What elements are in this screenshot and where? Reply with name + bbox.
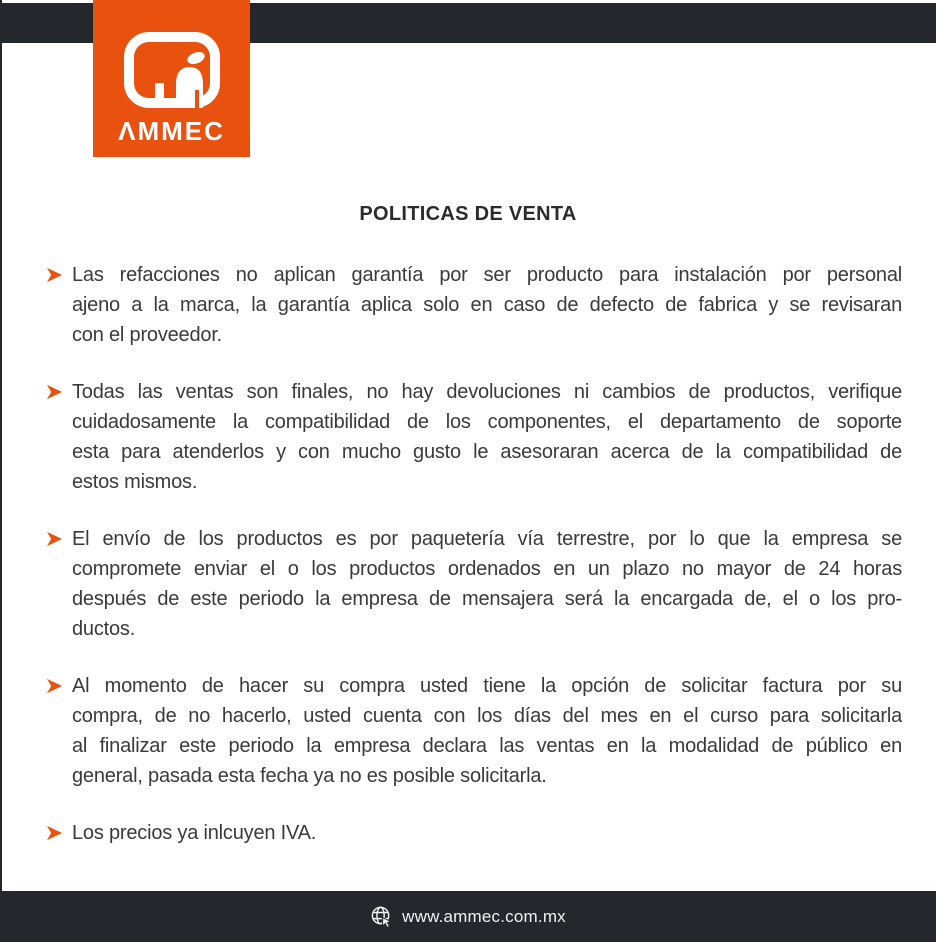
page-left-border bbox=[0, 0, 2, 942]
policy-text bbox=[72, 260, 902, 350]
policy-text-line: esta para atenderlos y con mucho gusto le asesoraran acerca de la compatibilidad de bbox=[72, 441, 902, 463]
policy-text-line: cuidadosamente la compatibilidad de los componentes, el departamento de soporte bbox=[72, 411, 902, 433]
bullet-arrow-icon bbox=[46, 818, 72, 846]
page-title: POLITICAS DE VENTA bbox=[359, 203, 577, 225]
policy-text-line: compromete enviar el o los productos ordenados en un plazo no mayor de 24 horas bbox=[72, 558, 902, 580]
policy-text bbox=[72, 377, 902, 497]
policy-text-line: compra, de no hacerlo, usted cuenta con los días del mes en el curso para solicitarla bbox=[72, 705, 902, 727]
footer-website: www.ammec.com.mx bbox=[402, 906, 566, 926]
policy-item bbox=[46, 818, 904, 848]
policy-text-line: estos mismos. bbox=[72, 471, 198, 493]
policy-list bbox=[46, 260, 904, 848]
policy-text-line: Todas las ventas son finales, no hay devoluciones ni cambios de productos, verifique bbox=[72, 381, 902, 403]
policy-item bbox=[46, 377, 904, 497]
bullet-arrow-icon bbox=[46, 377, 72, 405]
globe-www-icon bbox=[370, 905, 393, 928]
policy-text-line: El envío de los productos es por paquetería vía terrestre, por lo que la empresa se bbox=[72, 528, 902, 550]
policy-text-line: Al momento de hacer su compra usted tiene la opción de solicitar factura por su bbox=[72, 675, 902, 697]
policy-text-line: Las refacciones no aplican garantía por ser producto para instalación por personal bbox=[72, 264, 902, 286]
policy-item bbox=[46, 260, 904, 350]
bullet-arrow-icon bbox=[46, 524, 72, 552]
policy-text-line: ajeno a la marca, la garantía aplica solo en caso de defecto de fabrica y se revisaran bbox=[72, 294, 902, 316]
policy-text bbox=[72, 818, 902, 848]
logo-wordmark: ΛMMEC bbox=[118, 116, 225, 146]
bullet-arrow-icon bbox=[46, 671, 72, 699]
policy-text-line: después de este periodo la empresa de mensajera será la encargada de, el o los pro- bbox=[72, 588, 902, 610]
policy-item bbox=[46, 524, 904, 644]
policy-text-line: al finalizar este periodo la empresa declara las ventas en la modalidad de público en bbox=[72, 735, 902, 757]
policy-text-line: Los precios ya inlcuyen IVA. bbox=[72, 822, 317, 844]
policy-text bbox=[72, 671, 902, 791]
policy-text-line: ductos. bbox=[72, 618, 136, 640]
policy-text-line: con el proveedor. bbox=[72, 324, 223, 346]
policy-text bbox=[72, 524, 902, 644]
policy-text-line: general, pasada esta fecha ya no es posible solicitarla. bbox=[72, 765, 547, 787]
ammec-logo bbox=[93, 0, 250, 157]
footer-bar bbox=[0, 891, 936, 942]
policy-item bbox=[46, 671, 904, 791]
bullet-arrow-icon bbox=[46, 260, 72, 288]
